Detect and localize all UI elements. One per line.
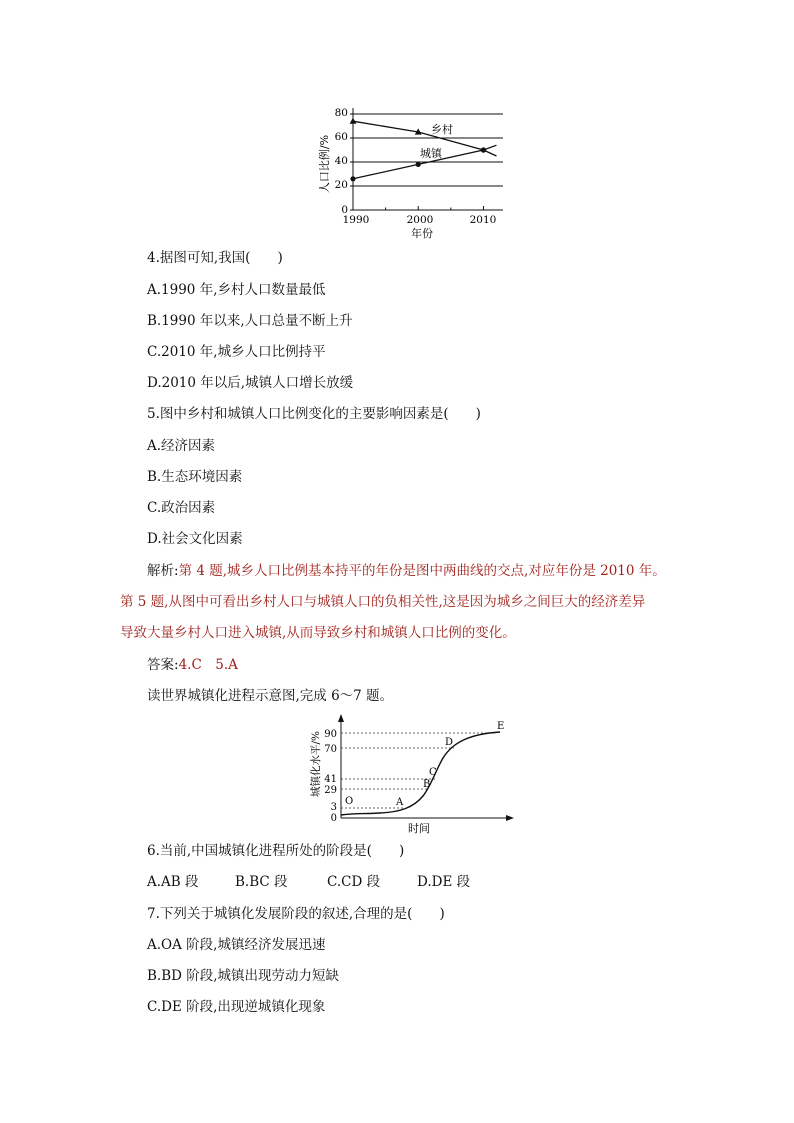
- answer-label: 答案:: [147, 657, 179, 673]
- q6-stem: 6.当前,中国城镇化进程所处的阶段是( ): [147, 843, 405, 859]
- q6-option-d[interactable]: D.DE 段: [417, 874, 471, 890]
- y-tick-label: 60: [334, 131, 348, 143]
- q7-option-b[interactable]: B.BD 阶段,城镇出现劳动力短缺: [147, 968, 340, 984]
- x-axis-label: 年份: [411, 227, 433, 240]
- data-point-urban: [416, 162, 421, 167]
- q6-option-b[interactable]: B.BC 段: [235, 874, 288, 890]
- y-tick-label: 41: [324, 774, 337, 785]
- intro-6-7: 读世界城镇化进程示意图,完成 6～7 题。: [147, 688, 394, 704]
- q4-option-d[interactable]: D.2010 年以后,城镇人口增长放缓: [147, 375, 354, 391]
- q5-option-b[interactable]: B.生态环境因素: [147, 469, 243, 485]
- point-label-o: O: [345, 796, 354, 807]
- q4-option-c[interactable]: C.2010 年,城乡人口比例持平: [147, 344, 326, 360]
- q5-option-c[interactable]: C.政治因素: [147, 500, 216, 516]
- point-label-a: A: [396, 797, 404, 808]
- x-axis-label: 时间: [408, 822, 430, 835]
- q7-stem: 7.下列关于城镇化发展阶段的叙述,合理的是( ): [147, 906, 445, 922]
- data-point-urban: [350, 176, 355, 181]
- q6-option-c[interactable]: C.CD 段: [327, 874, 381, 890]
- q5-stem: 5.图中乡村和城镇人口比例变化的主要影响因素是( ): [147, 406, 481, 422]
- y-tick-label: 40: [334, 155, 348, 167]
- q4-option-b[interactable]: B.1990 年以来,人口总量不断上升: [147, 313, 353, 329]
- answer-line: [147, 656, 238, 674]
- analysis-text: 第 4 题,城乡人口比例基本持平的年份是图中两曲线的交点,对应年份是 2010 年。: [178, 563, 666, 579]
- x-tick-marks: [353, 206, 483, 210]
- x-tick-label: 2000: [406, 214, 434, 226]
- x-tick-label: 1990: [342, 214, 370, 226]
- data-point-urban: [481, 147, 486, 152]
- analysis-line-1: [147, 562, 666, 580]
- q4-option-a[interactable]: A.1990 年,乡村人口数量最低: [147, 282, 326, 298]
- y-axis-label: 人口比例/%: [318, 134, 331, 194]
- y-tick-label: 80: [334, 107, 348, 119]
- urbanization-curve-chart: [305, 712, 520, 840]
- x-tick-label: 2010: [469, 214, 497, 226]
- y-axis-label: 城镇化水平/%: [310, 730, 322, 798]
- analysis-line-3: 导致大量乡村人口进入城镇,从而导致乡村和城镇人口比例的变化。: [120, 625, 516, 641]
- point-label-e: E: [497, 721, 505, 732]
- y-tick-label: 90: [324, 729, 337, 740]
- urbanization-curve: [341, 732, 500, 815]
- series-label-urban: 城镇: [420, 147, 442, 160]
- point-label-b: B: [423, 779, 431, 790]
- y-tick-label: 20: [334, 179, 348, 191]
- analysis-label: 解析:: [147, 563, 179, 579]
- population-ratio-chart: [300, 100, 520, 245]
- y-axis-arrow: [338, 714, 344, 722]
- q6-option-a[interactable]: A.AB 段: [147, 874, 199, 890]
- series-label-rural: 乡村: [431, 123, 453, 136]
- q7-option-c[interactable]: C.DE 阶段,出现逆城镇化现象: [147, 999, 326, 1015]
- point-label-d: D: [445, 737, 454, 748]
- q4-stem: 4.据图可知,我国( ): [147, 250, 283, 266]
- analysis-line-2: 第 5 题,从图中可看出乡村人口与城镇人口的负相关性,这是因为城乡之间巨大的经济差异: [120, 594, 646, 610]
- x-axis-arrow: [506, 815, 514, 821]
- data-point-rural: [350, 118, 357, 124]
- y-tick-label: 0: [330, 813, 337, 824]
- y-tick-label: 70: [324, 744, 337, 755]
- q6-options: [147, 873, 470, 891]
- y-tick-label: 3: [330, 802, 337, 813]
- point-label-c: C: [429, 767, 437, 778]
- y-tick-label: 29: [324, 785, 337, 796]
- y-tick-label: 0: [341, 204, 348, 216]
- q5-option-a[interactable]: A.经济因素: [147, 438, 216, 454]
- answer-value: 4.C 5.A: [178, 657, 238, 673]
- q7-option-a[interactable]: A.OA 阶段,城镇经济发展迅速: [147, 937, 326, 953]
- q5-option-d[interactable]: D.社会文化因素: [147, 531, 243, 547]
